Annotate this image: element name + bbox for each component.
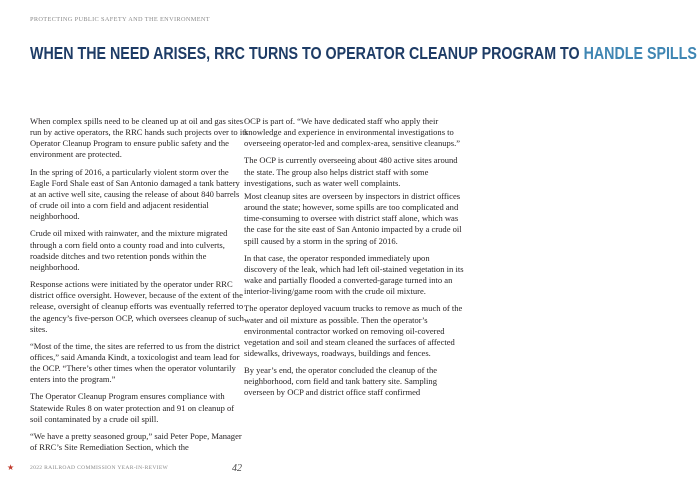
- paragraph: Crude oil mixed with rainwater, and the mixture migrated through a corn field onto a county road and into culverts, roadside ditches and two retention ponds within the neighborhood.: [30, 228, 228, 272]
- paragraph: The Operator Cleanup Program ensures compliance with Statewide Rules 8 on water protection and 91 on cleanup of soil contaminated by a crude oil spill.: [30, 391, 235, 424]
- right-column: [244, 116, 464, 405]
- footer-publication: 2022 RAILROAD COMMISSION YEAR-IN-REVIEW: [30, 465, 169, 471]
- paragraph: By year’s end, the operator concluded the cleanup of the neighborhood, corn field and tank battery site. Sampling overseen by OCP and district office staff confirmed: [244, 365, 438, 398]
- page-headline: [30, 43, 697, 63]
- paragraph: Most cleanup sites are overseen by inspectors in district offices around the state; however, some spills are too complicated and time-consuming to oversee with district staff alone, which was the case for the site east of San Antonio impacted by a crude oil spill caused by a storm in the spring of 2016.: [244, 190, 462, 246]
- paragraph: OCP is part of. “We have dedicated staff who apply their knowledge and experience in environmental investigations to overseeing operator-led and complex-area, sensitive cleanups.”: [244, 116, 461, 149]
- texas-star-icon: ★: [7, 463, 15, 472]
- paragraph: The operator deployed vacuum trucks to remove as much of the water and oil mixture as possible. Then the operator’s environmental contractor worked on removing oil-covered vegetation and soil and steam cleaned the surfaces of affected sidewalks, driveways, roadways, buildings and fences.: [244, 303, 463, 358]
- running-head: PROTECTING PUBLIC SAFETY AND THE ENVIRONMENT: [30, 16, 210, 23]
- paragraph: In that case, the operator responded immediately upon discovery of the leak, which had left oil-stained vegetation in its wake and partially flooded a converted-garage turned into an interior-living/game room with the crude oil mixture.: [244, 252, 464, 297]
- paragraph: In the spring of 2016, a particularly violent storm over the Eagle Ford Shale east of San Antonio damaged a tank battery at an active well site, causing the release of about 840 barrels of crude oil into a corn field and adjacent residential neighborhood.: [30, 166, 240, 222]
- paragraph: “Most of the time, the sites are referred to us from the district offices,” said Amanda Kindt, a toxicologist and team lead for the OCP. “There’s other times when the operator voluntarily enters into the program.”: [30, 340, 241, 385]
- left-column: [30, 116, 248, 459]
- page-number: 42: [232, 463, 242, 474]
- paragraph: “We have a pretty seasoned group,” said Peter Pope, Manager of RRC’s Site Remediation Section, which the: [30, 430, 242, 453]
- paragraph: The OCP is currently overseeing about 480 active sites around the state. The group also helps district staff with some investigations, such as water well complaints.: [244, 155, 458, 188]
- paragraph: Response actions were initiated by the operator under RRC district office oversight. However, because of the extent of the release, oversight of cleanup efforts was eventually referred to the agency’s five-person OCP, which oversees cleanup of such sites.: [30, 279, 244, 334]
- paragraph: When complex spills need to be cleaned up at oil and gas sites run by active operators, the RRC hands such projects over to its Operator Cleanup Program to ensure public safety and the environment are protected.: [30, 116, 248, 160]
- headline-accent: HANDLE SPILLS: [583, 43, 697, 63]
- headline-main: WHEN THE NEED ARISES, RRC TURNS TO OPERATOR CLEANUP PROGRAM TO: [30, 43, 584, 63]
